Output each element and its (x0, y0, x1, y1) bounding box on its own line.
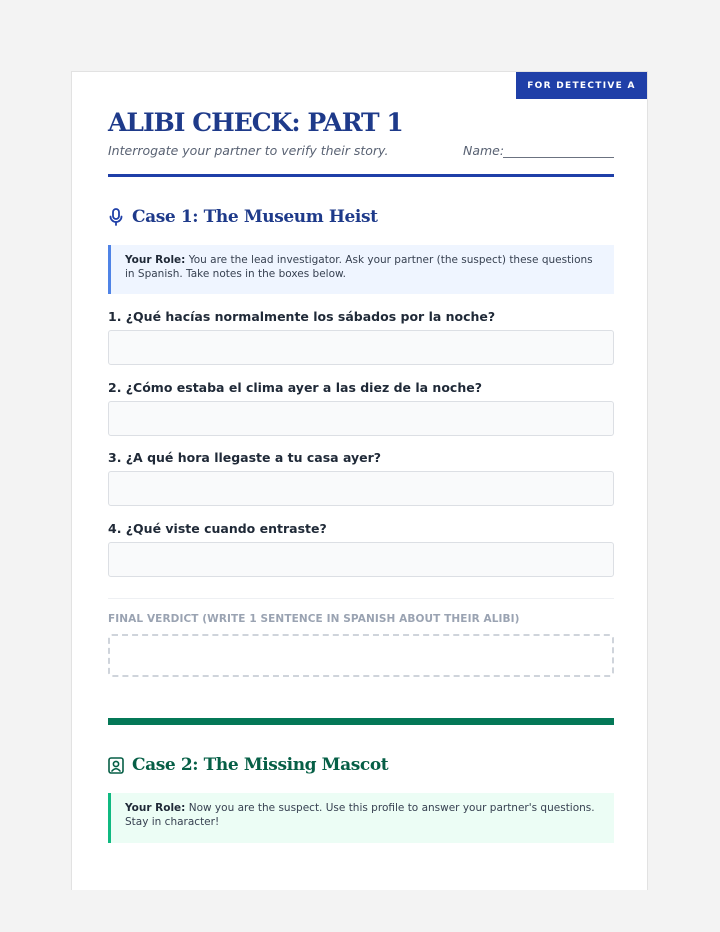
question-2: 2. ¿Cómo estaba el clima ayer a las diez de la noche? (108, 380, 482, 395)
case2-role-text: Now you are the suspect. Use this profile to answer your partner's questions. Stay in character! (125, 802, 595, 828)
microphone-icon (108, 208, 124, 226)
case1-title: Case 1: The Museum Heist (132, 207, 378, 227)
page-subtitle: Interrogate your partner to verify their story. (108, 143, 389, 158)
answer-box-1[interactable] (108, 330, 614, 365)
case2-divider (108, 718, 614, 725)
question-3: 3. ¿A qué hora llegaste a tu casa ayer? (108, 450, 382, 465)
verdict-answer-box[interactable] (108, 634, 614, 677)
case1-role-callout (108, 245, 614, 294)
case2-role-callout (108, 793, 614, 843)
question-1: 1. ¿Qué hacías normalmente los sábados por la noche? (108, 309, 496, 324)
name-label: Name: (463, 143, 505, 158)
case2-role-label: Your Role: (125, 802, 186, 814)
id-card-icon (108, 757, 124, 774)
case1-role-text: You are the lead investigator. Ask your partner (the suspect) these questions in Spanish. Take notes in the boxes below. (125, 254, 593, 280)
answer-box-4[interactable] (108, 542, 614, 577)
case2-heading (108, 755, 388, 775)
verdict-divider (108, 598, 614, 599)
answer-box-2[interactable] (108, 401, 614, 436)
name-input-line[interactable] (503, 157, 614, 158)
question-4: 4. ¿Qué viste cuando entraste? (108, 521, 327, 536)
case1-heading (108, 207, 378, 227)
verdict-label: FINAL VERDICT (WRITE 1 SENTENCE IN SPANISH ABOUT THEIR ALIBI) (108, 613, 520, 625)
detective-badge: FOR DETECTIVE A (516, 72, 647, 99)
worksheet-page (71, 71, 648, 890)
case2-title: Case 2: The Missing Mascot (132, 755, 389, 775)
header-divider (108, 174, 614, 177)
answer-box-3[interactable] (108, 471, 614, 506)
case1-role-label: Your Role: (125, 254, 186, 266)
page-title: ALIBI CHECK: PART 1 (108, 108, 403, 137)
